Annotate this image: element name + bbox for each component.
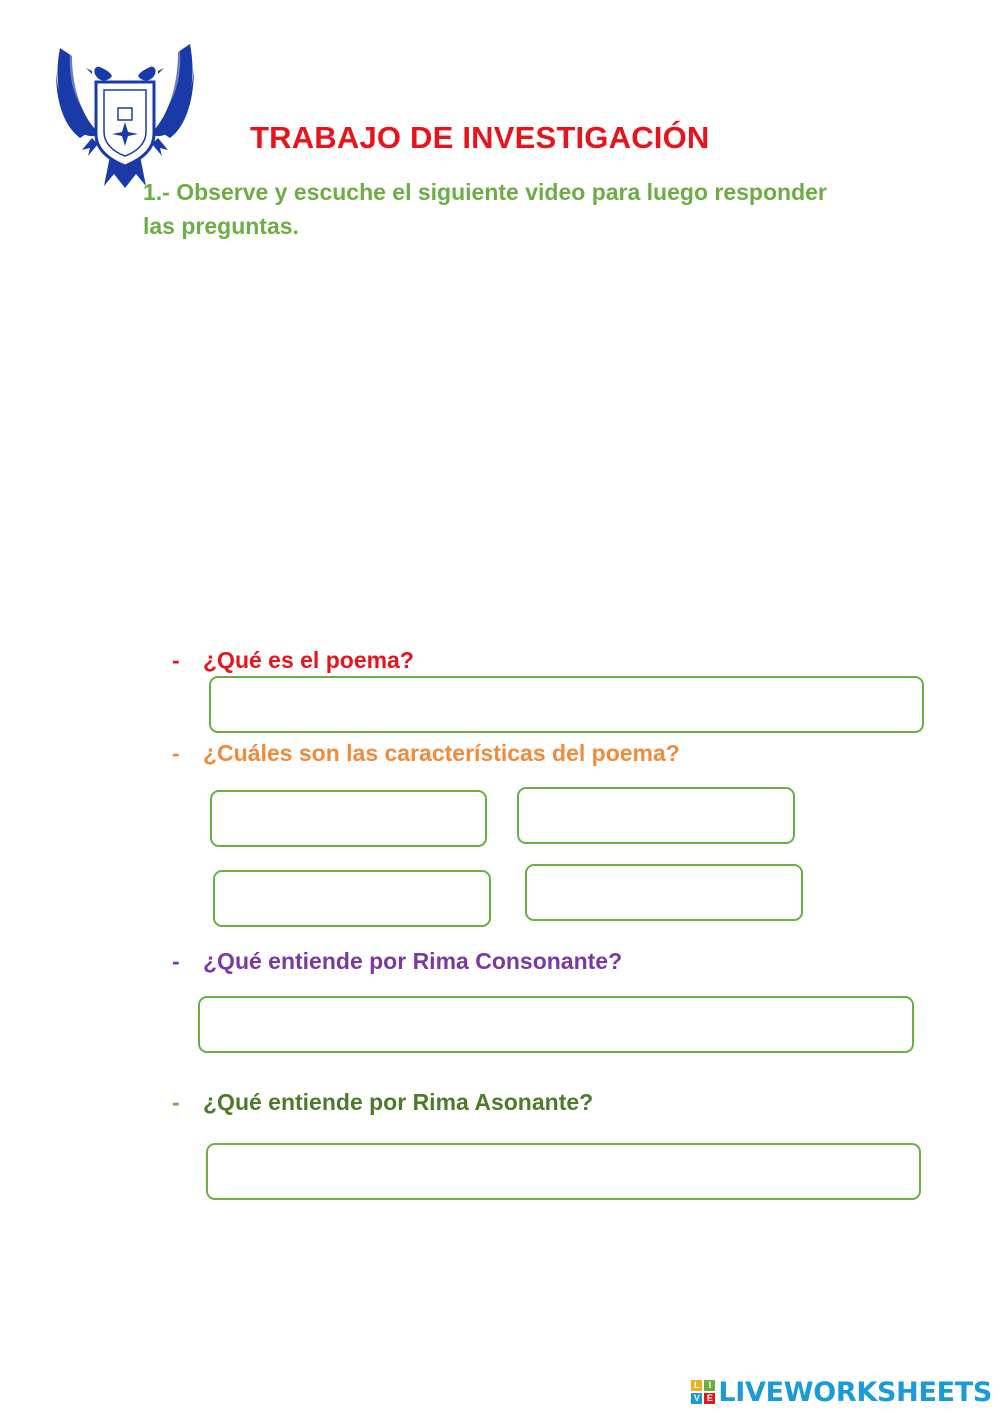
answer-box-2b[interactable] [517,787,795,844]
brand-text: LIVEWORKSHEETS [718,1376,992,1408]
question-1 [172,647,414,674]
video-placeholder[interactable] [143,250,913,620]
answer-box-2d[interactable] [525,864,803,921]
answer-box-2c[interactable] [213,870,491,927]
page-title: TRABAJO DE INVESTIGACIÓN [250,120,710,155]
question-4 [172,1089,593,1116]
answer-box-4[interactable] [206,1143,921,1200]
answer-box-2a[interactable] [210,790,487,847]
question-dash: - [172,740,180,766]
question-3 [172,948,622,975]
liveworksheets-grid-icon: L I V E [691,1380,715,1404]
answer-box-1[interactable] [209,676,924,733]
answer-box-3[interactable] [198,996,914,1053]
question-dash: - [172,1089,180,1115]
question-3-text: ¿Qué entiende por Rima Consonante? [203,948,623,974]
question-4-text: ¿Qué entiende por Rima Asonante? [203,1089,594,1115]
question-dash: - [172,647,180,673]
question-dash: - [172,948,180,974]
liveworksheets-logo-icon [691,1377,992,1407]
question-2 [172,740,680,767]
eagle-crest-icon [52,38,198,188]
question-2-text: ¿Cuáles son las características del poema? [203,740,680,766]
instruction-text: 1.- Observe y escuche el siguiente video para luego responder las preguntas. [143,179,827,239]
question-1-text: ¿Qué es el poema? [203,647,414,673]
